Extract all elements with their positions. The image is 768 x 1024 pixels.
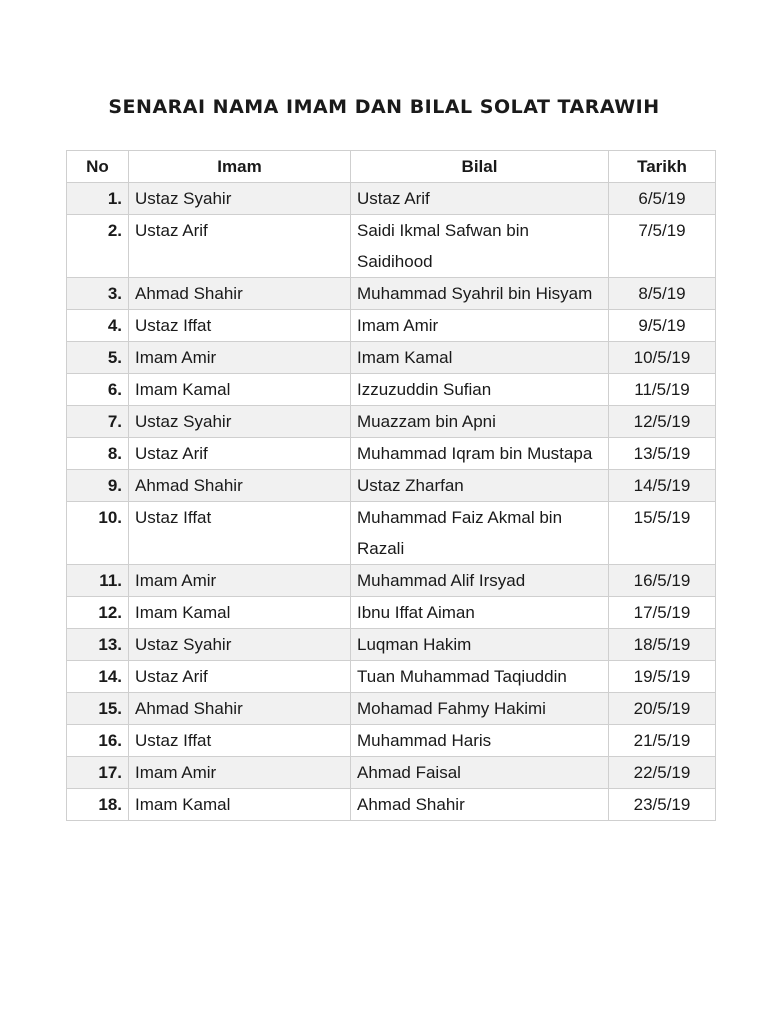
table-row xyxy=(67,502,716,565)
cell-bilal: Ibnu Iffat Aiman xyxy=(351,597,609,629)
schedule-table xyxy=(66,150,716,821)
cell-bilal: Muhammad Alif Irsyad xyxy=(351,565,609,597)
header-tarikh: Tarikh xyxy=(609,151,716,183)
cell-no: 10. xyxy=(67,502,129,565)
table-row xyxy=(67,310,716,342)
cell-tarikh: 14/5/19 xyxy=(609,470,716,502)
cell-no: 4. xyxy=(67,310,129,342)
cell-tarikh: 23/5/19 xyxy=(609,789,716,821)
cell-imam: Imam Kamal xyxy=(129,597,351,629)
cell-bilal: Imam Amir xyxy=(351,310,609,342)
table-row xyxy=(67,597,716,629)
cell-imam: Imam Kamal xyxy=(129,374,351,406)
cell-bilal: Mohamad Fahmy Hakimi xyxy=(351,693,609,725)
table-row xyxy=(67,789,716,821)
cell-imam: Imam Amir xyxy=(129,342,351,374)
cell-no: 13. xyxy=(67,629,129,661)
cell-imam: Ustaz Iffat xyxy=(129,502,351,565)
cell-imam: Ustaz Syahir xyxy=(129,406,351,438)
cell-no: 8. xyxy=(67,438,129,470)
cell-imam: Ustaz Syahir xyxy=(129,183,351,215)
table-row xyxy=(67,342,716,374)
cell-imam: Ahmad Shahir xyxy=(129,278,351,310)
table-row xyxy=(67,278,716,310)
cell-no: 18. xyxy=(67,789,129,821)
table-row xyxy=(67,757,716,789)
table-row xyxy=(67,215,716,278)
cell-no: 12. xyxy=(67,597,129,629)
cell-no: 7. xyxy=(67,406,129,438)
table-row xyxy=(67,374,716,406)
table-row xyxy=(67,438,716,470)
table-row xyxy=(67,470,716,502)
cell-no: 1. xyxy=(67,183,129,215)
cell-bilal: Muhammad Syahril bin Hisyam xyxy=(351,278,609,310)
cell-imam: Imam Amir xyxy=(129,757,351,789)
cell-tarikh: 22/5/19 xyxy=(609,757,716,789)
table-row xyxy=(67,661,716,693)
table-header-row xyxy=(67,151,716,183)
table-body xyxy=(67,183,716,821)
cell-no: 9. xyxy=(67,470,129,502)
table-row xyxy=(67,565,716,597)
cell-imam: Ustaz Iffat xyxy=(129,310,351,342)
cell-tarikh: 8/5/19 xyxy=(609,278,716,310)
cell-imam: Imam Kamal xyxy=(129,789,351,821)
cell-bilal: Muhammad Faiz Akmal bin Razali xyxy=(351,502,609,565)
cell-bilal: Izzuzuddin Sufian xyxy=(351,374,609,406)
cell-bilal: Ustaz Arif xyxy=(351,183,609,215)
cell-no: 16. xyxy=(67,725,129,757)
cell-tarikh: 10/5/19 xyxy=(609,342,716,374)
cell-no: 3. xyxy=(67,278,129,310)
cell-bilal: Saidi Ikmal Safwan bin Saidihood xyxy=(351,215,609,278)
page-title: SENARAI NAMA IMAM DAN BILAL SOLAT TARAWIH xyxy=(108,96,660,118)
cell-tarikh: 6/5/19 xyxy=(609,183,716,215)
cell-bilal: Muhammad Iqram bin Mustapa xyxy=(351,438,609,470)
cell-bilal: Imam Kamal xyxy=(351,342,609,374)
cell-imam: Ustaz Syahir xyxy=(129,629,351,661)
table-row xyxy=(67,693,716,725)
cell-tarikh: 7/5/19 xyxy=(609,215,716,278)
cell-no: 17. xyxy=(67,757,129,789)
table-row xyxy=(67,725,716,757)
cell-tarikh: 16/5/19 xyxy=(609,565,716,597)
header-imam: Imam xyxy=(129,151,351,183)
cell-tarikh: 18/5/19 xyxy=(609,629,716,661)
cell-tarikh: 11/5/19 xyxy=(609,374,716,406)
cell-tarikh: 17/5/19 xyxy=(609,597,716,629)
cell-imam: Ustaz Arif xyxy=(129,661,351,693)
cell-tarikh: 19/5/19 xyxy=(609,661,716,693)
table-row xyxy=(67,406,716,438)
cell-imam: Ahmad Shahir xyxy=(129,693,351,725)
cell-bilal: Tuan Muhammad Taqiuddin xyxy=(351,661,609,693)
header-bilal: Bilal xyxy=(351,151,609,183)
cell-bilal: Luqman Hakim xyxy=(351,629,609,661)
cell-tarikh: 15/5/19 xyxy=(609,502,716,565)
cell-imam: Ustaz Arif xyxy=(129,215,351,278)
cell-no: 11. xyxy=(67,565,129,597)
cell-tarikh: 9/5/19 xyxy=(609,310,716,342)
cell-bilal: Ahmad Shahir xyxy=(351,789,609,821)
cell-no: 2. xyxy=(67,215,129,278)
cell-no: 5. xyxy=(67,342,129,374)
cell-imam: Ustaz Arif xyxy=(129,438,351,470)
cell-no: 15. xyxy=(67,693,129,725)
cell-bilal: Muhammad Haris xyxy=(351,725,609,757)
cell-bilal: Muazzam bin Apni xyxy=(351,406,609,438)
cell-tarikh: 13/5/19 xyxy=(609,438,716,470)
cell-bilal: Ustaz Zharfan xyxy=(351,470,609,502)
cell-imam: Imam Amir xyxy=(129,565,351,597)
cell-tarikh: 12/5/19 xyxy=(609,406,716,438)
cell-no: 6. xyxy=(67,374,129,406)
cell-imam: Ustaz Iffat xyxy=(129,725,351,757)
header-no: No xyxy=(67,151,129,183)
cell-tarikh: 20/5/19 xyxy=(609,693,716,725)
cell-tarikh: 21/5/19 xyxy=(609,725,716,757)
cell-imam: Ahmad Shahir xyxy=(129,470,351,502)
cell-no: 14. xyxy=(67,661,129,693)
table-row xyxy=(67,183,716,215)
table-row xyxy=(67,629,716,661)
cell-bilal: Ahmad Faisal xyxy=(351,757,609,789)
